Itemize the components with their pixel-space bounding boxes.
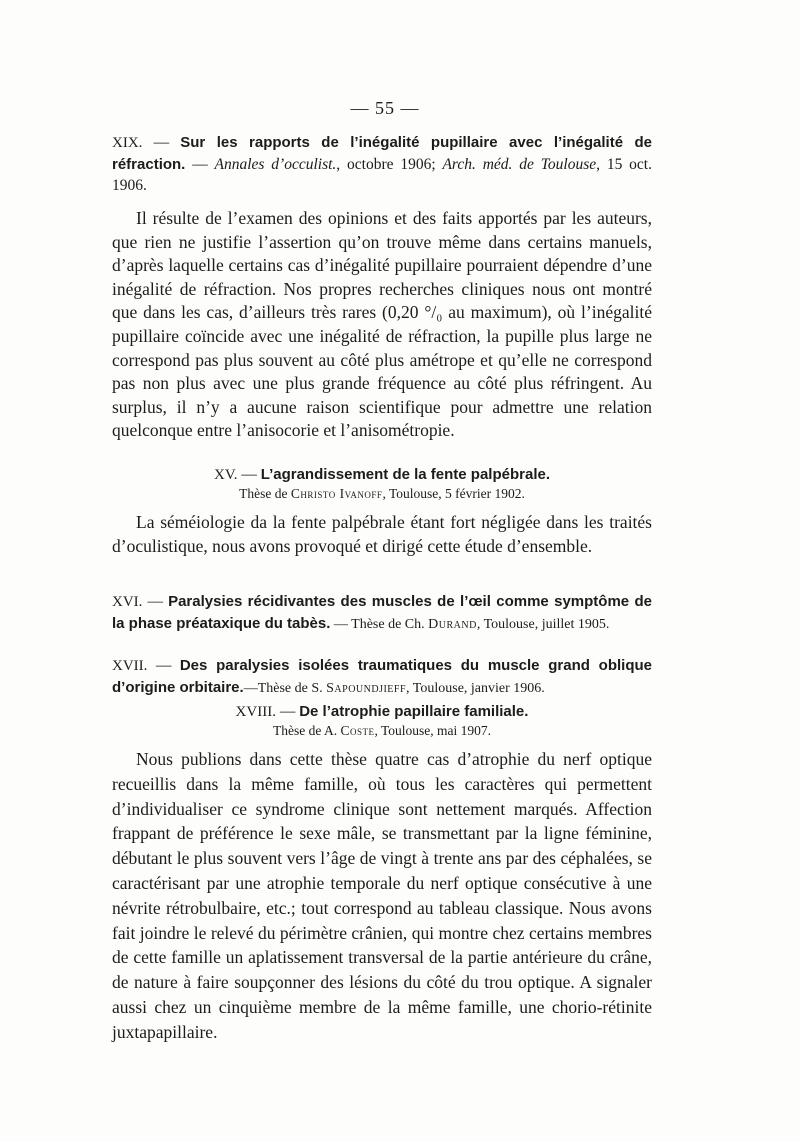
- entry-title: Des paralysies isolées traumatiques du muscle grand oblique d’origine orbitaire.: [112, 657, 652, 696]
- journal-name: Annales d’occulist.: [214, 156, 337, 173]
- entry-number: XVIII.: [235, 704, 276, 720]
- entry-xviii-heading: XVIII. — De l’atrophie papillaire familiale.: [235, 703, 529, 720]
- entry-number: XIX.: [112, 135, 143, 151]
- page-number: — 55 —: [350, 98, 420, 118]
- entry-xix: [112, 132, 652, 443]
- entry-xviii-citation: Thèse de A. Coste, Toulouse, mai 1907.: [272, 723, 492, 738]
- entry-xviii: [112, 702, 652, 1045]
- author-name: Durand: [428, 617, 477, 632]
- author-name: Christo Ivanoff: [290, 486, 383, 501]
- entry-number: XVII.: [112, 658, 148, 674]
- journal-name: Arch. méd. de Toulouse: [442, 156, 597, 173]
- entry-title: De l’atrophie papillaire familiale.: [299, 703, 529, 720]
- entry-xix-body: Il résulte de l’examen des opinions et des faits apportés par les auteurs, que rien ne justifie l’assertion qu’on trouve même dans certains manuels, d’après laquelle certains cas d’inégalité pupillaire pourraient dépendre d’une inégalité de réfraction. Nos propres recherches cliniques nous ont montré que dans les cas, d’ailleurs très rares (0,20 °/₀ au maximum), où l’inégalité pupillaire coïncide avec une inégalité de réfraction, la pupille plus large ne correspond pas plus souvent au côté plus amétrope et qu’elle ne correspond pas non plus avec une plus grande fréquence au côté plus réfringent. Au surplus, il n’y a aucune raison scientifique pour admettre une relation quelconque entre l’anisocorie et l’anisométropie.: [112, 208, 652, 441]
- entry-title: L’agrandissement de la fente palpébrale.: [260, 466, 550, 483]
- entry-xvi-heading: XVI. — Paralysies récidivantes des muscles de l’œil comme symptôme de la phase préataxique du tabès. — Thèse de Ch. Durand, Toulouse, juillet 1905.: [112, 593, 652, 632]
- entry-xv: [112, 465, 652, 558]
- entry-title: Sur les rapports de l’inégalité pupillaire avec l’inégalité de réfraction.: [112, 134, 653, 173]
- entry-title: Paralysies récidivantes des muscles de l’œil comme symptôme de la phase préataxique du tabès.: [112, 593, 652, 632]
- author-name: Coste: [340, 723, 375, 738]
- entry-xvii: [112, 655, 652, 699]
- entry-xvi: [112, 591, 652, 635]
- entry-xv-citation: Thèse de Christo Ivanoff, Toulouse, 5 février 1902.: [239, 486, 525, 501]
- entry-number: XVI.: [112, 594, 143, 610]
- entry-xvii-heading: XVII. — Des paralysies isolées traumatiques du muscle grand oblique d’origine orbitaire.—Thèse de S. Sapoundjieff, Toulouse, janvier 1906.: [112, 657, 652, 696]
- author-name: Sapoundjieff: [326, 681, 407, 696]
- entry-xv-heading: XV. — L’agrandissement de la fente palpébrale.: [214, 466, 550, 483]
- entry-xviii-body: Nous publions dans cette thèse quatre cas d’atrophie du nerf optique recueillis dans la même famille, où tous les caractères qui permettent d’individualiser ce syndrome clinique sont nettement marqués. Affection frappant de préférence le sexe mâle, se transmettant par la ligne féminine, débutant le plus souvent vers l’âge de vingt à trente ans par des céphalées, se caractérisant par une atrophie temporale du nerf optique consécutive à une névrite rétrobulbaire, etc.; tout correspond au tableau classique. Nous avons fait joindre le relevé du périmètre crânien, qui montre chez certains membres de cette famille un aplatissement transversal de la partie antérieure du crâne, de nature à faire soupçonner des lésions du côté du trou optique. A signaler aussi chez un cinquième membre de la même famille, une chorio-rétinite juxtapapillaire.: [112, 749, 652, 1042]
- entry-xv-body: La séméiologie da la fente palpébrale étant fort négligée dans les traités d’oculistique, nous avons provoqué et dirigé cette étude d’ensemble.: [112, 512, 652, 556]
- entry-xix-heading: XIX. — Sur les rapports de l’inégalité pupillaire avec l’inégalité de réfraction. — Annales d’occulist., octobre 1906; Arch. méd. de Toulouse, 15 oct. 1906.: [112, 134, 653, 194]
- entry-number: XV.: [214, 467, 238, 483]
